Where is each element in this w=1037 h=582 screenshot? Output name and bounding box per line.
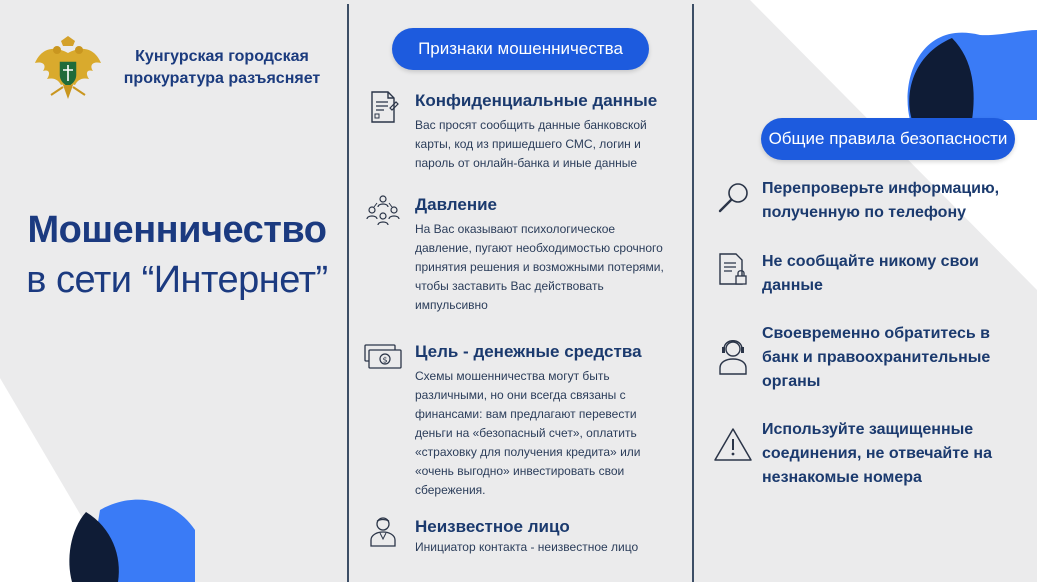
sign-text-line: деньги на «безопасный счет», оплатить [415,426,637,440]
magnifier-icon [712,177,754,219]
sign-title: Давление [415,195,497,214]
org-name [112,46,332,90]
rule-contact-bank-police [712,322,1022,397]
column-divider-right [692,4,694,582]
sign-text [415,220,685,315]
sign-text-line: сбережения. [415,483,486,497]
emblem-icon [33,35,103,107]
rule-verify-info [712,177,1022,227]
sign-title: Цель - денежные средства [415,342,642,361]
sign-text-line: Инициатор контакта - неизвестное лицо [415,540,639,554]
rule-text-line: органы [762,373,821,390]
sign-text [415,367,685,500]
rule-text-line: соединения, не отвечайте на [762,445,992,462]
rule-text-line: Своевременно обратитесь в [762,325,990,342]
sign-text-line: «страховку для получения кредита» или [415,445,641,459]
bottom-left-decoration [0,360,200,582]
rule-text-line: полученную по телефону [762,204,967,221]
main-title-line1: Мошенничество [27,209,327,251]
sign-item-pressure [366,194,686,324]
rule-text-line: Перепроверьте информацию, [762,180,1000,197]
org-name-line2: прокуратура разъясняет [123,70,321,87]
unknown-person-icon [366,514,400,548]
rule-secure-connections [712,418,1022,493]
sign-item-unknown-person [366,514,686,564]
signs-heading-pill: Признаки мошенничества [392,28,649,70]
sign-item-money-goal [366,341,686,501]
main-title [22,205,332,305]
rule-text [762,250,1022,298]
document-icon [366,90,400,124]
rule-text-line: банк и правоохранительные [762,349,991,366]
rule-keep-data-private [712,250,1022,300]
sign-text-line: различными, но они всегда связаны с [415,388,626,402]
rule-text-line: незнакомые номера [762,469,922,486]
sign-text-line: импульсивно [415,298,488,312]
sign-title: Конфиденциальные данные [415,91,658,110]
rule-text [762,418,1022,490]
sign-text [415,116,685,173]
sign-text-line: пароль от онлайн-банка и иные данные [415,156,638,170]
main-title-line2: в сети “Интернет” [26,259,328,301]
sign-text-line: чтобы заставить Вас действовать [415,279,604,293]
rule-text-line: Используйте защищенные [762,421,974,438]
sign-text-line: давление, пугают необходимостью срочного [415,241,663,255]
rule-text [762,322,1022,394]
sign-text-line: «очень выгодно» инвестировать свои [415,464,625,478]
sign-text-line: На Вас оказывают психологическое [415,222,616,236]
sign-title: Неизвестное лицо [415,517,570,536]
rule-text-line: Не сообщайте никому свои [762,253,979,270]
money-icon [363,341,403,375]
sign-text-line: Схемы мошенничества могут быть [415,369,610,383]
svg-text:$: $ [382,355,388,365]
locked-document-icon [712,250,754,292]
sign-text-line: принятия решения и возможными потерями, [415,260,664,274]
sign-text-line: карты, код из пришедшего СМС, логин и [415,137,641,151]
rule-text [762,177,1022,225]
sign-text-line: Вас просят сообщить данные банковской [415,118,647,132]
warning-triangle-icon [712,424,754,466]
sign-item-confidential-data [366,90,686,180]
rules-heading-pill: Общие правила безопасности [761,118,1015,160]
org-name-line1: Кунгурская городская [135,48,309,65]
column-divider-left [347,4,349,582]
group-pressure-icon [366,194,400,228]
sign-text [415,538,695,557]
rule-text-line: данные [762,277,823,294]
sign-text-line: финансами: вам предлагают перевести [415,407,637,421]
operator-headset-icon [712,334,754,376]
